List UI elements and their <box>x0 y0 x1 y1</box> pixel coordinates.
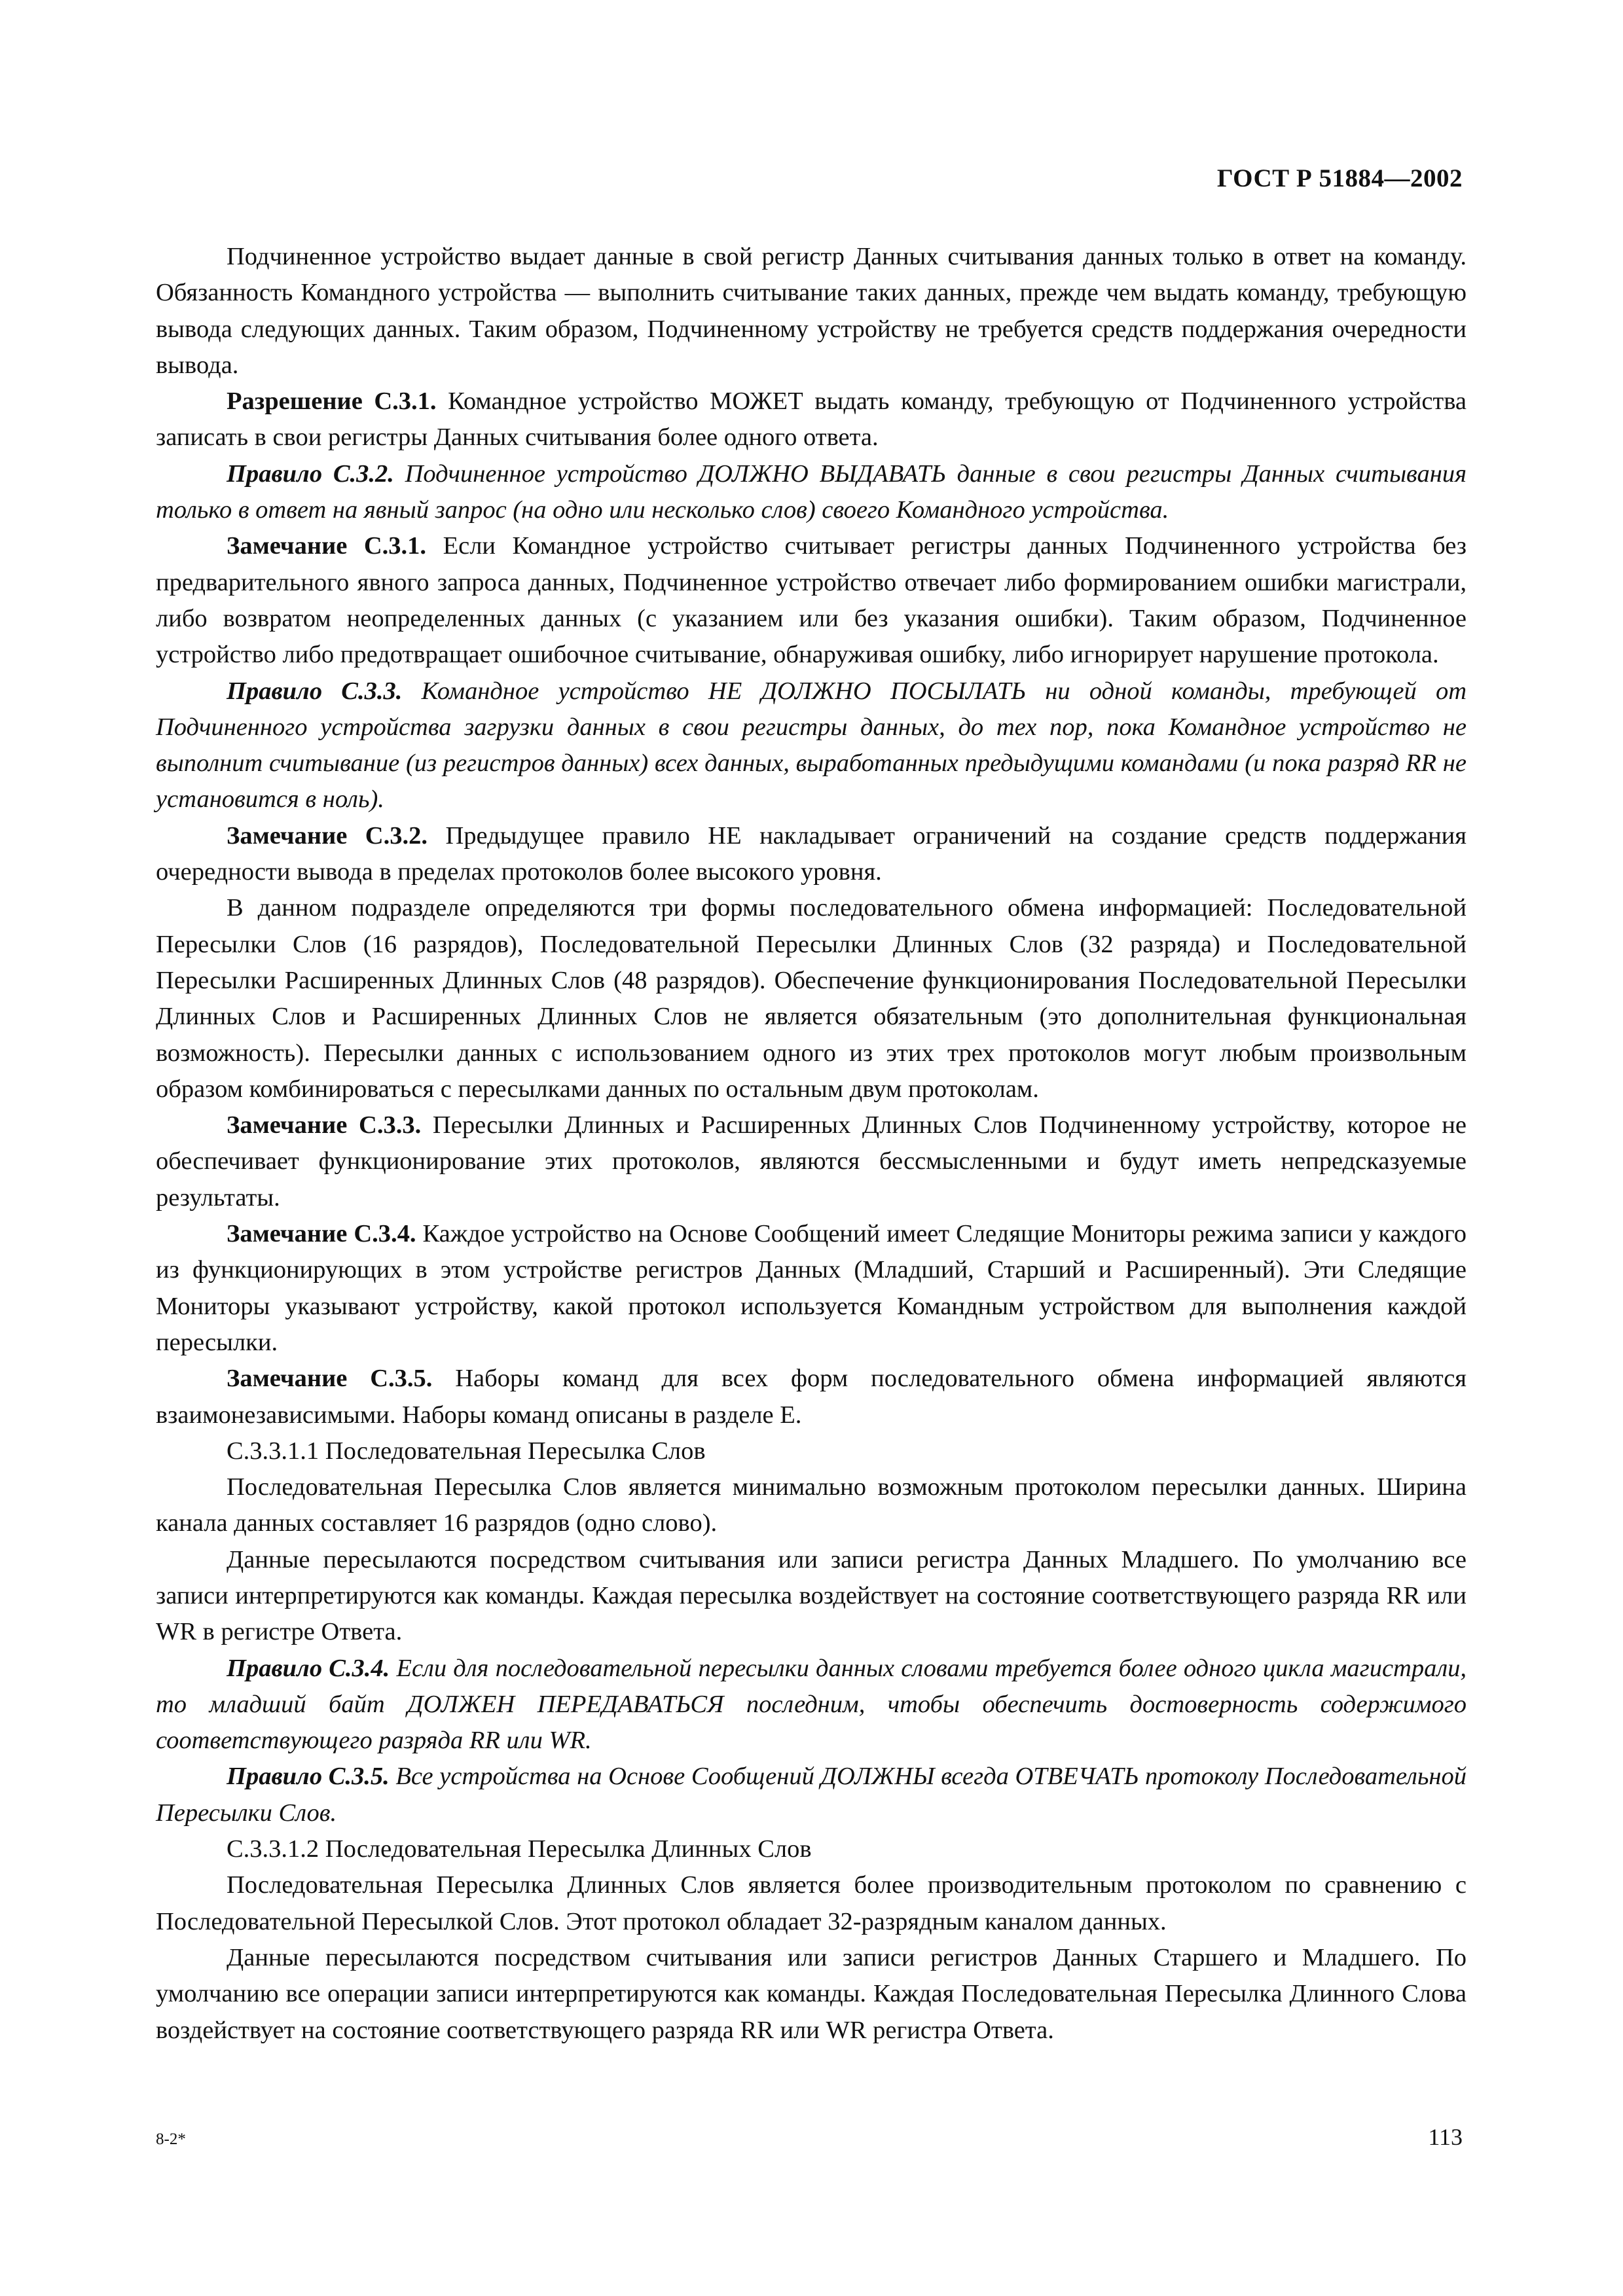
rule-label: Правило С.3.3. <box>227 677 403 705</box>
paragraph-text: Предыдущее правило НЕ накладывает ограничений на создание средств поддержания очередности вывода в пределах протоколов более высокого уровня. <box>156 821 1467 886</box>
paragraph-text: Если для последовательной пересылки данных словами требуется более одного цикла магистрали, то младший байт ДОЛЖЕН ПЕРЕДАВАТЬСЯ последним, чтобы обеспечить достоверность содержимого соответствующего разряда RR или WR. <box>156 1654 1467 1755</box>
paragraph-text: Командное устройство МОЖЕТ выдать команду, требующую от Подчиненного устройства записать в свои регистры Данных считывания более одного ответа. <box>156 387 1467 452</box>
permission-label: Разрешение С.3.1. <box>227 387 437 416</box>
paragraph-text: Данные пересылаются посредством считывания или записи регистра Данных Младшего. По умолчанию все записи интерпретируются как команды. Каждая пересылка воздействует на состояние соответствующего разряда RR или WR в регистре Ответа. <box>156 1545 1467 1646</box>
rule-label: Правило С.3.2. <box>227 459 394 488</box>
document-body <box>156 239 1467 2049</box>
note-c-3-2 <box>156 818 1467 891</box>
paragraph <box>156 239 1467 384</box>
rule-label: Правило С.3.4. <box>227 1654 390 1682</box>
rule-c-3-3 <box>156 673 1467 818</box>
note-label: Замечание С.3.2. <box>227 821 428 850</box>
paragraph-text: Пересылки Длинных и Расширенных Длинных Слов Подчиненному устройству, которое не обеспечивает функционирование этих протоколов, являются бессмысленными и будут иметь непредсказуемые результаты. <box>156 1111 1467 1211</box>
note-c-3-5 <box>156 1361 1467 1433</box>
paragraph-text: Каждое устройство на Основе Сообщений имеет Следящие Мониторы режима записи у каждого из функционирующих в этом устройстве регистров Данных (Младший, Старший и Расширенный). Эти Следящие Мониторы указывают устройству, какой протокол используется Командным устройством для выполнения каждой пересылки. <box>156 1220 1467 1356</box>
note-c-3-3 <box>156 1107 1467 1216</box>
paragraph-text: Последовательная Пересылка Длинных Слов является более производительным протоколом по сравнению с Последовательной Пересылкой Слов. Этот протокол обладает 32-разрядным каналом данных. <box>156 1871 1467 1935</box>
note-label: Замечание С.3.1. <box>227 532 427 560</box>
paragraph <box>156 890 1467 1107</box>
note-c-3-1 <box>156 528 1467 673</box>
paragraph-text: Наборы команд для всех форм последовательного обмена информацией являются взаимонезависимыми. Наборы команд описаны в разделе Е. <box>156 1365 1467 1429</box>
paragraph <box>156 1469 1467 1542</box>
note-label: Замечание С.3.3. <box>227 1111 422 1139</box>
note-c-3-4 <box>156 1216 1467 1361</box>
paragraph-text: Данные пересылаются посредством считывания или записи регистров Данных Старшего и Младшего. По умолчанию все операции записи интерпретируются как команды. Каждая Последовательная Пересылка Длинного Слова воздействует на состояние соответствующего разряда RR или WR регистра Ответа. <box>156 1943 1467 2044</box>
page-number: 113 <box>1428 2124 1463 2150</box>
paragraph-text: В данном подразделе определяются три формы последовательного обмена информацией: Последовательной Пересылки Слов (16 разрядов), Последовательной Пересылки Длинных Слов (32 разряда) и Последовательной Пересылки Расширенных Длинных Слов (48 разрядов). Обеспечение функционирования Последовательной Пересылки Длинных Слов и Расширенных Длинных Слов не является обязательным (это дополнительная функциональная возможность). Пересылки данных с использованием одного из этих трех протоколов могут любым произвольным образом комбинироваться с пересылками данных по остальным двум протоколам. <box>156 894 1467 1103</box>
paragraph-text: Если Командное устройство считывает регистры данных Подчиненного устройства без предварительного явного запроса данных, Подчиненное устройство отвечает либо формированием ошибки магистрали, либо возвратом неопределенных данных (с указанием или без указания ошибки). Таким образом, Подчиненное устройство либо предотвращает ошибочное считывание, обнаруживая ошибку, либо игнорирует нарушение протокола. <box>156 532 1467 669</box>
rule-c-3-5 <box>156 1759 1467 1831</box>
section-heading <box>156 1433 1467 1469</box>
rule-c-3-2 <box>156 456 1467 529</box>
sheet-mark: 8-2* <box>156 2130 186 2148</box>
section-heading-text: С.3.3.1.1 Последовательная Пересылка Слов <box>227 1437 706 1465</box>
paragraph <box>156 1867 1467 1940</box>
paragraph <box>156 1542 1467 1651</box>
paragraph-text: Подчиненное устройство ДОЛЖНО ВЫДАВАТЬ данные в свои регистры Данных считывания только в ответ на явный запрос (на одно или несколько слов) своего Командного устройства. <box>156 459 1467 524</box>
paragraph-text: Подчиненное устройство выдает данные в свой регистр Данных считывания данных только в ответ на команду. Обязанность Командного устройства — выполнить считывание таких данных, прежде чем выдать команду, требующую вывода следующих данных. Таким образом, Подчиненному устройству не требуется средств поддержания очередности вывода. <box>156 243 1467 379</box>
note-label: Замечание С.3.4. <box>227 1220 416 1248</box>
paragraph-text: Последовательная Пересылка Слов является минимально возможным протоколом пересылки данных. Ширина канала данных составляет 16 разрядов (одно слово). <box>156 1473 1467 1537</box>
paragraph <box>156 1940 1467 2049</box>
section-heading <box>156 1831 1467 1867</box>
section-heading-text: С.3.3.1.2 Последовательная Пересылка Длинных Слов <box>227 1835 812 1863</box>
note-label: Замечание С.3.5. <box>227 1365 433 1393</box>
paragraph-text: Все устройства на Основе Сообщений ДОЛЖНЫ всегда ОТВЕЧАТЬ протоколу Последовательной Пересылки Слов. <box>156 1763 1467 1827</box>
rule-c-3-4 <box>156 1651 1467 1759</box>
paragraph-text: Командное устройство НЕ ДОЛЖНО ПОСЫЛАТЬ ни одной команды, требующей от Подчиненного устройства загрузки данных в свои регистры данных, до тех пор, пока Командное устройство не выполнит считывание (из регистров данных) всех данных, выработанных предыдущими командами (и пока разряд RR не установится в ноль). <box>156 677 1467 814</box>
rule-label: Правило С.3.5. <box>227 1763 390 1791</box>
permission-c-3-1 <box>156 384 1467 456</box>
document-header: ГОСТ Р 51884—2002 <box>1216 164 1463 192</box>
